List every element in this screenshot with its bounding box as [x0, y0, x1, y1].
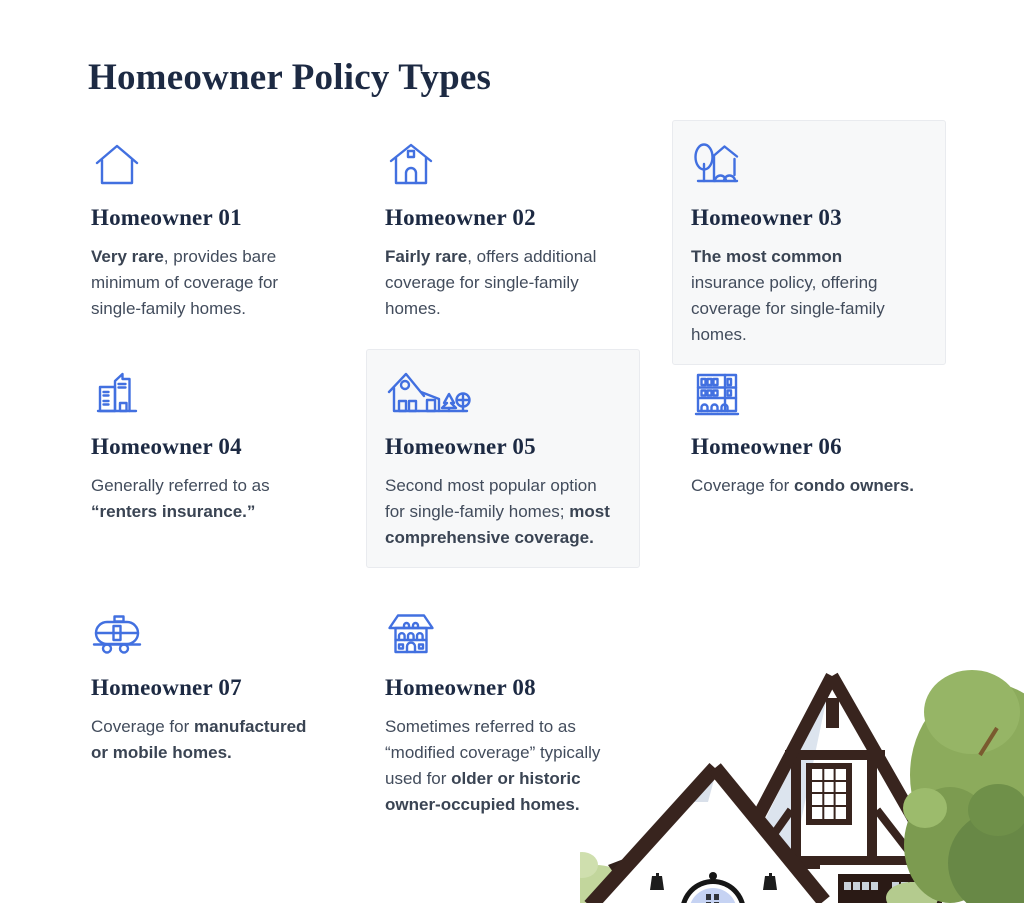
card-title: Homeowner 03 [691, 205, 842, 230]
policy-card-homeowner-03 [672, 120, 946, 365]
mobile-home-icon [91, 609, 327, 659]
policy-card-homeowner-07 [72, 590, 346, 783]
condo-building-icon [691, 368, 927, 418]
page-title: Homeowner Policy Types [88, 57, 492, 98]
policy-card-homeowner-02 [366, 120, 640, 339]
house-and-tree-icon [691, 139, 927, 189]
card-description: Coverage for condo owners. [691, 476, 914, 495]
card-title: Homeowner 07 [91, 675, 242, 700]
card-title: Homeowner 01 [91, 205, 242, 230]
card-title: Homeowner 08 [385, 675, 536, 700]
card-title: Homeowner 05 [385, 434, 536, 459]
policy-card-homeowner-05 [366, 349, 640, 568]
card-title: Homeowner 06 [691, 434, 842, 459]
card-description: Second most popular option for single-family homes; most comprehensive coverage. [385, 476, 610, 547]
historic-home-icon [385, 609, 621, 659]
apartment-buildings-icon [91, 368, 327, 418]
house-with-door-icon [385, 139, 621, 189]
house-outline-icon [91, 139, 327, 189]
policy-card-homeowner-01 [72, 120, 346, 339]
card-description: Very rare, provides bare minimum of coverage for single-family homes. [91, 247, 279, 318]
card-description: Fairly rare, offers additional coverage for single-family homes. [385, 247, 597, 318]
card-description: Coverage for manufactured or mobile homes. [91, 717, 307, 762]
card-title: Homeowner 04 [91, 434, 242, 459]
policy-card-homeowner-06 [672, 349, 946, 516]
house-garage-trees-icon [385, 368, 621, 418]
card-description: Sometimes referred to as “modified coverage” typically used for older or historic owner-occupied homes. [385, 717, 601, 814]
card-title: Homeowner 02 [385, 205, 536, 230]
policy-card-homeowner-04 [72, 349, 346, 542]
card-description: The most common insurance policy, offering coverage for single-family homes. [691, 247, 885, 344]
tudor-house-illustration [580, 660, 1024, 903]
card-description: Generally referred to as “renters insurance.” [91, 476, 270, 521]
